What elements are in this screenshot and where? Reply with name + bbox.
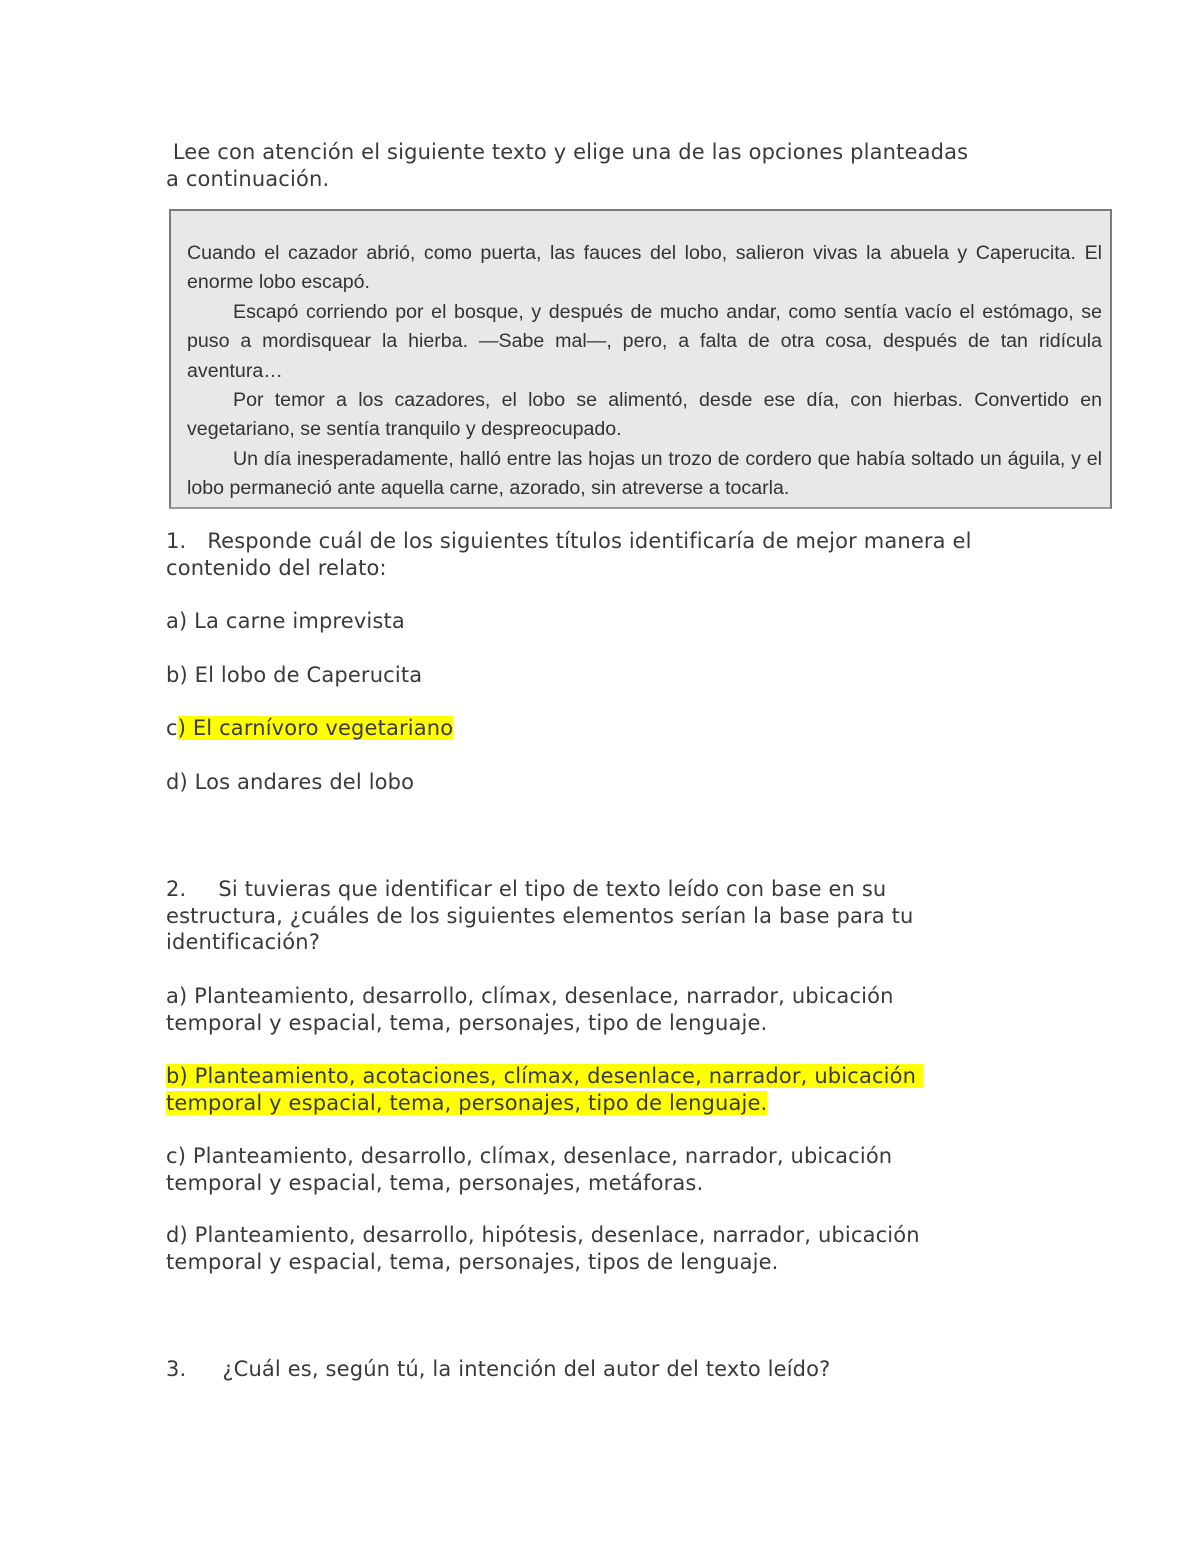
passage-paragraph-2: Escapó corriendo por el bosque, y después de mucho andar, como sentía vacío el estómago, se puso a mordisquear la hierba. —Sabe mal—, pero, a falta de otra cosa, después de tan ridícula aventura… bbox=[187, 300, 1102, 382]
passage-paragraph-4: Un día inesperadamente, halló entre las hojas un trozo de cordero que había soltado un águila, y el lobo permaneció ante aquella carne, azorado, sin atreverse a tocarla. bbox=[187, 447, 1102, 500]
question-3-text: ¿Cuál es, según tú, la intención del autor del texto leído? bbox=[222, 1357, 831, 1381]
question-2-number: 2. bbox=[166, 877, 187, 901]
highlighted-answer: ) El carnívoro vegetariano bbox=[177, 716, 454, 740]
option-d-line-1: d) Planteamiento, desarrollo, hipótesis, desenlace, narrador, ubicación bbox=[166, 1223, 920, 1247]
question-2 bbox=[166, 876, 913, 956]
question-1-text-line-1: Responde cuál de los siguientes títulos identificaría de mejor manera el bbox=[207, 529, 972, 553]
option-c-line-2: temporal y espacial, tema, personajes, metáforas. bbox=[166, 1170, 704, 1195]
question-3-number: 3. bbox=[166, 1357, 187, 1381]
option-text: a) La carne imprevista bbox=[166, 609, 405, 633]
highlighted-answer-line-1: b) Planteamiento, acotaciones, clímax, desenlace, narrador, ubicación bbox=[166, 1064, 923, 1088]
question-2-text-line-2: estructura, ¿cuáles de los siguientes elementos serían la base para tu bbox=[166, 903, 914, 928]
question-1-option-d bbox=[166, 769, 414, 796]
instructions-line-1: Lee con atención el siguiente texto y elige una de las opciones planteadas bbox=[166, 140, 969, 164]
question-1-option-c bbox=[166, 715, 453, 742]
option-c-prefix: c bbox=[166, 716, 178, 740]
question-2-option-b bbox=[166, 1063, 923, 1116]
reading-passage-box bbox=[169, 209, 1112, 509]
question-1-option-a bbox=[166, 608, 405, 635]
question-2-option-a bbox=[166, 983, 894, 1036]
question-1-text-line-2: contenido del relato: bbox=[166, 555, 387, 580]
question-3 bbox=[166, 1356, 830, 1383]
instructions bbox=[166, 139, 968, 192]
question-1 bbox=[166, 528, 972, 581]
reading-passage bbox=[187, 239, 1102, 504]
question-2-text-line-3: identificación? bbox=[166, 930, 321, 954]
question-2-option-d bbox=[166, 1222, 920, 1275]
option-text: b) El lobo de Caperucita bbox=[166, 663, 423, 687]
option-a-line-1: a) Planteamiento, desarrollo, clímax, desenlace, narrador, ubicación bbox=[166, 984, 894, 1008]
highlighted-answer-line-2: temporal y espacial, tema, personajes, tipo de lenguaje. bbox=[166, 1090, 768, 1115]
question-1-option-b bbox=[166, 662, 422, 689]
option-d-line-2: temporal y espacial, tema, personajes, tipos de lenguaje. bbox=[166, 1249, 779, 1274]
option-text: d) Los andares del lobo bbox=[166, 770, 415, 794]
question-2-text-line-1: Si tuvieras que identificar el tipo de texto leído con base en su bbox=[218, 877, 887, 901]
passage-paragraph-1: Cuando el cazador abrió, como puerta, las fauces del lobo, salieron vivas la abuela y Caperucita. El enorme lobo escapó. bbox=[187, 242, 1102, 294]
question-1-number: 1. bbox=[166, 529, 187, 553]
option-a-line-2: temporal y espacial, tema, personajes, tipo de lenguaje. bbox=[166, 1010, 768, 1035]
instructions-line-2: a continuación. bbox=[166, 166, 330, 191]
option-c-line-1: c) Planteamiento, desarrollo, clímax, desenlace, narrador, ubicación bbox=[166, 1144, 893, 1168]
question-2-option-c bbox=[166, 1143, 892, 1196]
passage-paragraph-3: Por temor a los cazadores, el lobo se alimentó, desde ese día, con hierbas. Convertido en vegetariano, se sentía tranquilo y despreocupado. bbox=[187, 389, 1102, 441]
